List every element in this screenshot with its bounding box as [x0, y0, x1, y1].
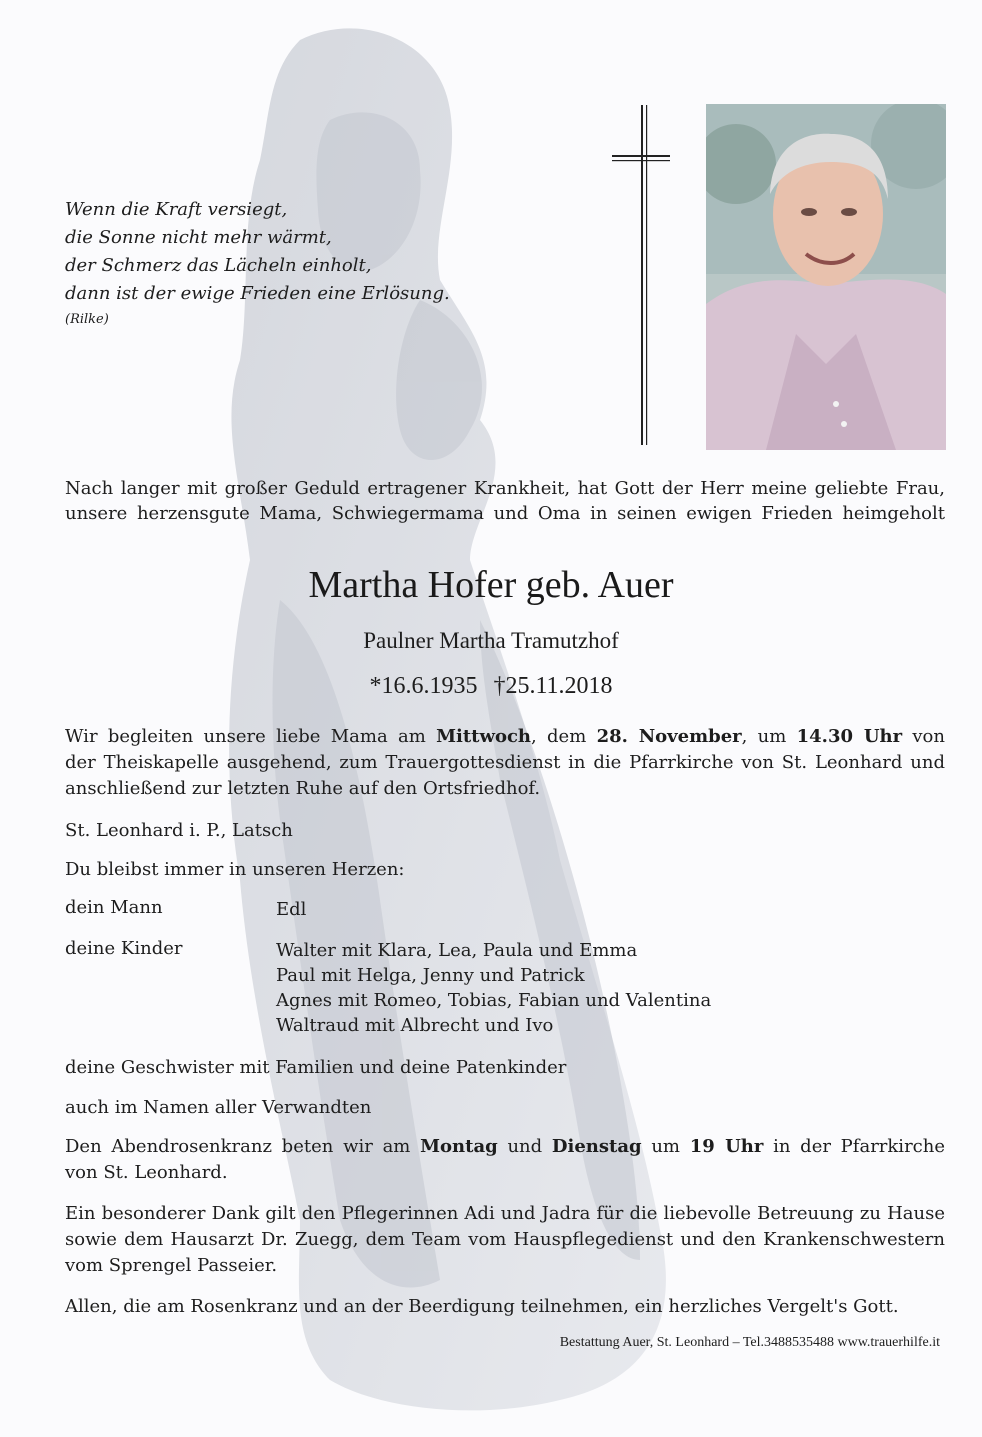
portrait-image [706, 104, 946, 450]
funeral-info [65, 724, 945, 802]
life-dates [0, 673, 982, 700]
rosary-text: in der Pfarrkirche [763, 1136, 945, 1157]
funeral-line-1 [65, 724, 945, 750]
rosary-text: und [497, 1136, 552, 1157]
funeral-line-3: anschließend zur letzten Ruhe auf den Ortsfriedhof. [65, 778, 541, 799]
poem-line: die Sonne nicht mehr wärmt, [65, 227, 332, 248]
footer-funeral-home: Bestattung Auer, St. Leonhard – Tel.3488535488 www.trauerhilfe.it [559, 1335, 940, 1350]
husband-name: Edl [276, 899, 307, 920]
husband-label: dein Mann [65, 897, 163, 918]
funeral-date: 28. November [596, 726, 742, 747]
deceased-nickname: Paulner Martha Tramutzhof [363, 628, 619, 653]
intro-line-1: Nach langer mit großer Geduld ertragener Krankheit, hat Gott der Herr meine geliebte Frau, [65, 478, 945, 499]
rosary-time: 19 Uhr [689, 1136, 764, 1157]
funeral-day: Mittwoch [436, 726, 532, 747]
child-family: Walter mit Klara, Lea, Paula und Emma [276, 940, 638, 961]
siblings-line: deine Geschwister mit Familien und deine Patenkinder [65, 1057, 567, 1078]
intro-text [65, 476, 945, 526]
death-date: †25.11.2018 [493, 673, 613, 699]
rosary-day: Dienstag [551, 1136, 642, 1157]
rosary-text: um [641, 1136, 690, 1157]
birth-date: *16.6.1935 [369, 673, 478, 699]
poem-author: (Rilke) [65, 312, 109, 327]
thanks-line-3: vom Sprengel Passeier. [65, 1255, 278, 1276]
rosary-text: Den Abendrosenkranz beten wir am [65, 1136, 421, 1157]
funeral-time: 14.30 Uhr [796, 726, 903, 747]
poem-line: der Schmerz das Lächeln einholt, [65, 255, 372, 276]
rosary-line-2: von St. Leonhard. [65, 1162, 228, 1183]
child-family: Waltraud mit Albrecht und Ivo [276, 1015, 554, 1036]
funeral-text: , um [741, 726, 797, 747]
relatives-line: auch im Namen aller Verwandten [65, 1097, 372, 1118]
deceased-name: Martha Hofer geb. Auer [308, 564, 674, 606]
poem-line: dann ist der ewige Frieden eine Erlösung. [65, 283, 450, 304]
rosary-day: Montag [420, 1136, 498, 1157]
children-list [276, 938, 711, 1038]
funeral-text: , dem [531, 726, 597, 747]
cross-icon [612, 105, 672, 445]
thanks-line-1: Ein besonderer Dank gilt den Pflegerinnen Adi und Jadra für die liebevolle Betreuung zu Hause [65, 1203, 945, 1224]
child-family: Paul mit Helga, Jenny und Patrick [276, 965, 585, 986]
child-family: Agnes mit Romeo, Tobias, Fabian und Valentina [276, 990, 712, 1011]
thanks-line-2: sowie dem Hausarzt Dr. Zuegg, dem Team vom Hauspflegedienst und den Krankenschwestern [65, 1229, 945, 1250]
rosary-info [65, 1134, 945, 1186]
children-label: deine Kinder [65, 938, 183, 959]
poem-line: Wenn die Kraft versiegt, [65, 199, 288, 220]
rosary-line-1 [65, 1134, 945, 1160]
funeral-text: von [902, 726, 945, 747]
place-line: St. Leonhard i. P., Latsch [65, 820, 293, 841]
funeral-line-2: der Theiskapelle ausgehend, zum Trauergottesdienst in die Pfarrkirche von St. Leonhard und [65, 752, 945, 773]
hearts-line: Du bleibst immer in unseren Herzen: [65, 859, 405, 880]
funeral-text: Wir begleiten unsere liebe Mama am [65, 726, 437, 747]
portrait-photo [706, 104, 946, 450]
poem-block [65, 196, 495, 327]
closing-line: Allen, die am Rosenkranz und an der Beerdigung teilnehmen, ein herzliches Vergelt's Gott. [65, 1296, 899, 1317]
thanks-info [65, 1201, 945, 1279]
intro-line-2: unsere herzensgute Mama, Schwiegermama und Oma in seinen ewigen Frieden heimgeholt [65, 503, 945, 524]
